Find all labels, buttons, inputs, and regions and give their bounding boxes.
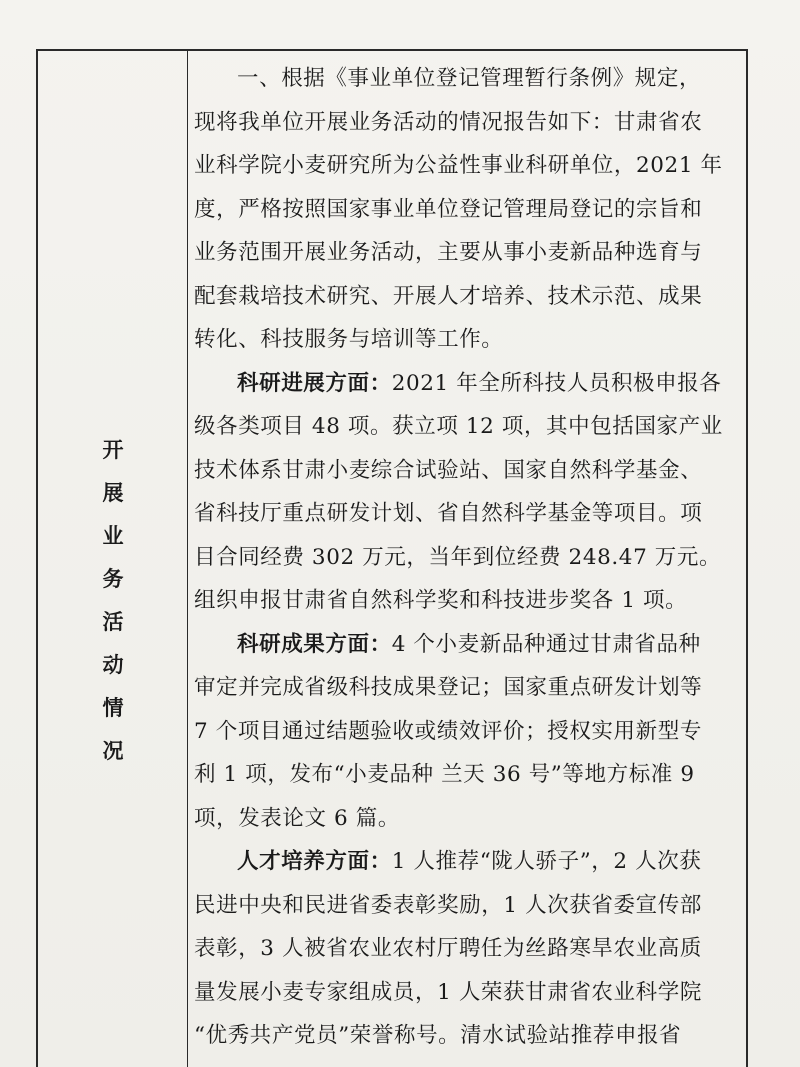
- label-char: 开: [102, 438, 124, 462]
- text-line: 配套栽培技术研究、开展人才培养、技术示范、成果: [194, 283, 703, 309]
- text-line: 业务范围开展业务活动，主要从事小麦新品种选育与: [194, 240, 703, 265]
- paragraph-research-progress: [194, 362, 742, 406]
- text-line: 审定并完成省级科技成果登记；国家重点研发计划等: [194, 675, 703, 700]
- label-char: 情: [102, 696, 124, 720]
- text-line: 度，严格按照国家事业单位登记管理局登记的宗旨和: [194, 196, 703, 222]
- text-line: 业科学院小麦研究所为公益性事业科研单位，2021 年: [194, 153, 723, 178]
- text-line: “优秀共产党员”荣誉称号。清水试验站推荐申报省: [194, 1023, 682, 1048]
- text-line: 1 人推荐“陇人骄子”，2 人次获: [391, 849, 702, 874]
- report-table: [36, 49, 748, 1067]
- text-line: 7 个项目通过结题验收或绩效评价；授权实用新型专: [194, 718, 702, 744]
- paragraph-heading: 科研进展方面：: [237, 370, 392, 396]
- text-line: 组织申报甘肃省自然科学奖和科技进步奖各 1 项。: [194, 588, 688, 613]
- label-char: 务: [102, 567, 124, 591]
- text-line: 项，发表论文 6 篇。: [194, 805, 400, 831]
- text-line: 技术体系甘肃小麦综合试验站、国家自然科学基金、: [194, 457, 703, 483]
- section-label-vertical: [38, 429, 188, 773]
- paragraph-talent: [194, 840, 742, 884]
- text-line: 目合同经费 302 万元，当年到位经费 248.47 万元。: [194, 544, 722, 570]
- label-char: 业: [102, 524, 124, 548]
- text-line: 省科技厅重点研发计划、省自然科学基金等项目。项: [194, 501, 703, 526]
- label-char: 况: [102, 739, 124, 763]
- text-line: 现将我单位开展业务活动的情况报告如下：甘肃省农: [194, 109, 703, 135]
- text-line: 2021 年全所科技人员积极申报各: [391, 370, 722, 396]
- text-line: 量发展小麦专家组成员，1 人荣获甘肃省农业科学院: [194, 979, 702, 1005]
- text-line: 民进中央和民进省委表彰奖励，1 人次获省委宣传部: [194, 892, 702, 918]
- label-column: [38, 51, 188, 1067]
- text-line: 级各类项目 48 项。获立项 12 项，其中包括国家产业: [194, 414, 723, 439]
- paragraph-research-results: [194, 623, 742, 667]
- text-line: 4 个小麦新品种通过甘肃省品种: [391, 631, 701, 657]
- text-line: 表彰，3 人被省农业农村厅聘任为丝路寒旱农业高质: [194, 936, 702, 961]
- paragraph-heading: 人才培养方面：: [237, 849, 392, 874]
- label-char: 活: [102, 610, 124, 634]
- text-line: 利 1 项，发布“小麦品种 兰天 36 号”等地方标准 9: [194, 762, 695, 787]
- label-char: 动: [102, 653, 124, 677]
- text-line: 一、根据《事业单位登记管理暂行条例》规定，: [237, 66, 702, 91]
- text-line: 转化、科技服务与培训等工作。: [194, 327, 504, 352]
- report-content: [194, 57, 742, 1058]
- label-char: 展: [102, 481, 124, 505]
- paragraph-heading: 科研成果方面：: [237, 631, 392, 657]
